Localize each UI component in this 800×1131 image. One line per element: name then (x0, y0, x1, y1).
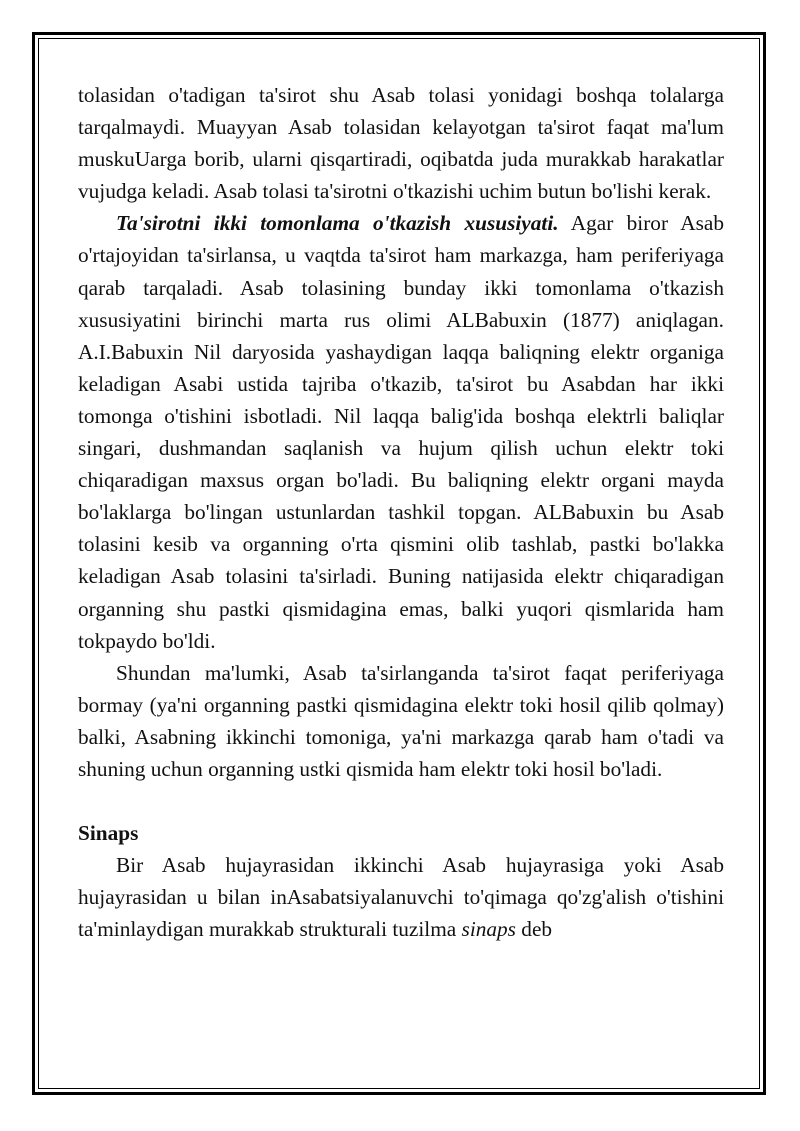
section-title: Sinaps (78, 821, 139, 846)
paragraph-1: tolasidan o'tadigan ta'sirot shu Asab tolasi yonidagi boshqa tolalarga tarqalmaydi. Muayyan Asab tolasidan kelayotgan ta'sirot faqat ma'lum muskuUarga borib, ularni qisqartiradi, oqibatda juda murakkab harakatlar vujudga keladi. Asab tolasi ta'sirotni o'tkazishi uchim butun bo'lishi kerak. (78, 83, 724, 204)
blank-line (78, 785, 724, 817)
paragraph-2 (78, 207, 724, 656)
paragraph-2-body: Agar biror Asab o'rtajoyidan ta'sirlansa, u vaqtda ta'sirot ham markazga, ham periferiyaga qarab tarqaladi. Asab tolasining bunday ikki tomonlama o'tkazish xususiyatini birinchi marta rus olimi ALBabuxin (1877) aniqlagan. A.I.Babuxin Nil daryosida yashaydigan laqqa baliqning elektr organiga keladigan Asabi ustida tajriba o'tkazib, ta'sirot bu Asabdan har ikki tomonga o'tishini isbotladi. Nil laqqa balig'ida boshqa elektrli baliqlar singari, dushmandan saqlanish va hujum qilish uchun elektr toki chiqaradigan maxsus organ bo'ladi. Bu baliqning elektr organi mayda bo'laklarga bo'lingan ustunlardan tashkil topgan. ALBabuxin bu Asab tolasini kesib va organning o'rta qismini olib tashlab, pastki bo'lakka keladigan Asab tolasini ta'sirladi. Buning natijasida elektr chiqaradigan organning shu pastki qismidagina emas, balki yuqori qismlarida ham tokpaydo bo'ldi. (78, 211, 724, 653)
paragraph-4-body: Bir Asab hujayrasidan ikkinchi Asab hujayrasiga yoki Asab hujayrasidan u bilan inAsabatsiyalanuvchi to'qimaga qo'zg'alish o'tishini ta'minlaydigan murakkab strukturali tuzilma (78, 853, 724, 942)
document-body (78, 79, 724, 946)
paragraph-4-tail: deb (515, 917, 553, 942)
paragraph-4 (78, 849, 724, 945)
paragraph-4-term: sinaps (461, 917, 516, 942)
paragraph-2-lead: Ta'sirotni ikki tomonlama o'tkazish xususiyati. (116, 211, 559, 236)
paragraph-3: Shundan ma'lumki, Asab ta'sirlanganda ta'sirot faqat periferiyaga bormay (ya'ni organning pastki qismidagina elektr toki hosil qilib qolmay) balki, Asabning ikkinchi tomoniga, ya'ni markazga qarab ham o'tadi va shuning uchun organning ustki qismida ham elektr toki hosil bo'ladi. (78, 660, 724, 781)
